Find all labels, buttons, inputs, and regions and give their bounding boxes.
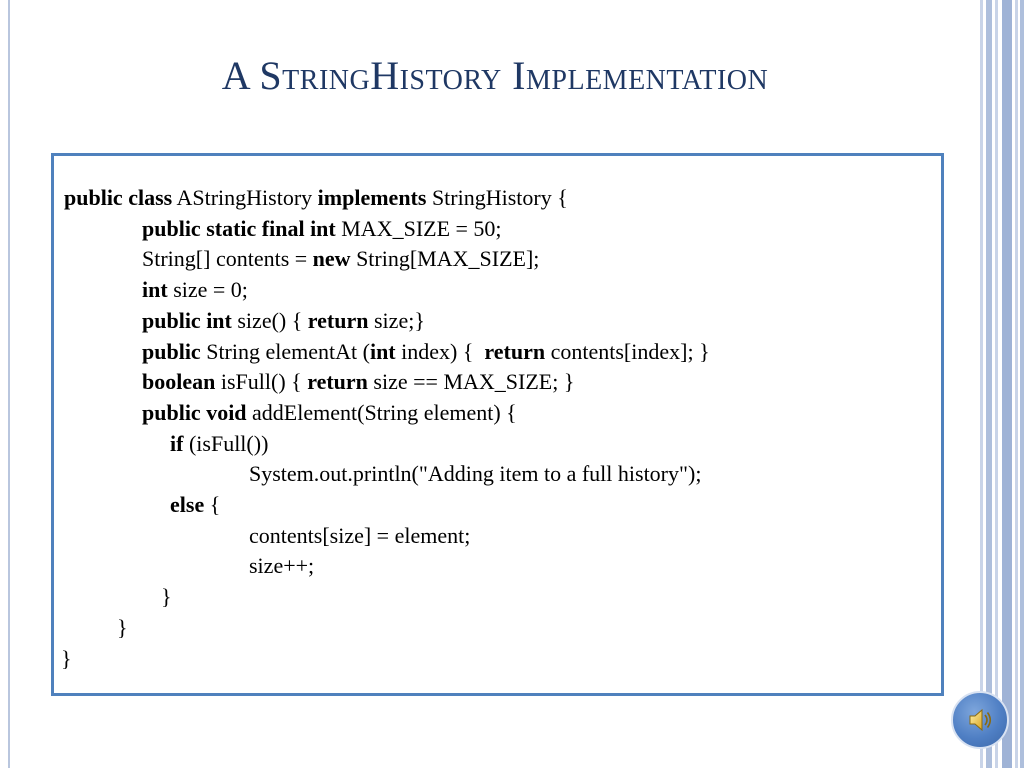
code-line [142,400,517,426]
code-line [61,646,72,672]
code-text: index) { [395,338,485,364]
speaker-icon [965,705,995,735]
code-line [142,339,710,365]
code-line [142,277,248,303]
code-text: addElement(String element) { [246,399,517,425]
code-keyword: else [170,492,205,517]
left-decorative-rule [8,0,10,768]
code-box [51,153,944,696]
code-text: (isFull()) [183,430,269,456]
code-text: } [117,614,128,640]
code-text: AStringHistory [172,185,318,210]
code-text: } [161,584,172,610]
code-line [249,461,701,487]
code-line [64,185,568,211]
code-line [142,246,539,272]
code-keyword: new [312,246,351,272]
code-text: isFull() { [215,369,308,395]
code-text: size;} [368,307,425,333]
right-decorative-stripes [980,0,1024,768]
code-line [117,615,128,641]
code-text: size() { [231,307,308,333]
code-text: String elementAt ( [200,338,370,364]
code-text: String[MAX_SIZE]; [350,246,540,272]
audio-button[interactable] [951,691,1009,749]
code-keyword: public static final int [142,215,336,241]
code-text: { [204,492,221,517]
code-text: contents[index]; } [545,338,710,364]
code-keyword: public class [64,185,173,210]
code-text: size == MAX_SIZE; } [367,369,575,395]
code-keyword: public void [142,399,247,425]
code-keyword: return [484,338,546,364]
code-text: size++; [249,553,315,579]
code-text: MAX_SIZE = 50; [335,215,502,241]
code-keyword: public int [142,307,232,333]
code-line [249,523,470,549]
code-line [170,431,268,457]
code-keyword: implements [317,185,427,210]
code-text: size = 0; [167,277,248,303]
code-keyword: int [142,277,168,303]
code-text: System.out.println("Adding item to a full history"); [249,461,702,487]
code-keyword: return [307,369,368,395]
code-line [170,492,220,518]
code-line [249,553,314,579]
code-line [161,584,172,610]
code-line [142,369,574,395]
code-keyword: public [142,338,201,364]
code-text: } [61,645,72,671]
code-text: StringHistory { [426,185,568,210]
code-keyword: int [369,338,396,364]
code-text: String[] contents = [142,246,313,272]
slide-title: A StringHistory Implementation [221,53,769,98]
code-line [142,308,425,334]
code-keyword: return [307,307,369,333]
code-text: contents[size] = element; [249,522,471,548]
code-keyword: boolean [142,369,216,395]
code-line [142,216,502,242]
code-keyword: if [170,430,184,456]
